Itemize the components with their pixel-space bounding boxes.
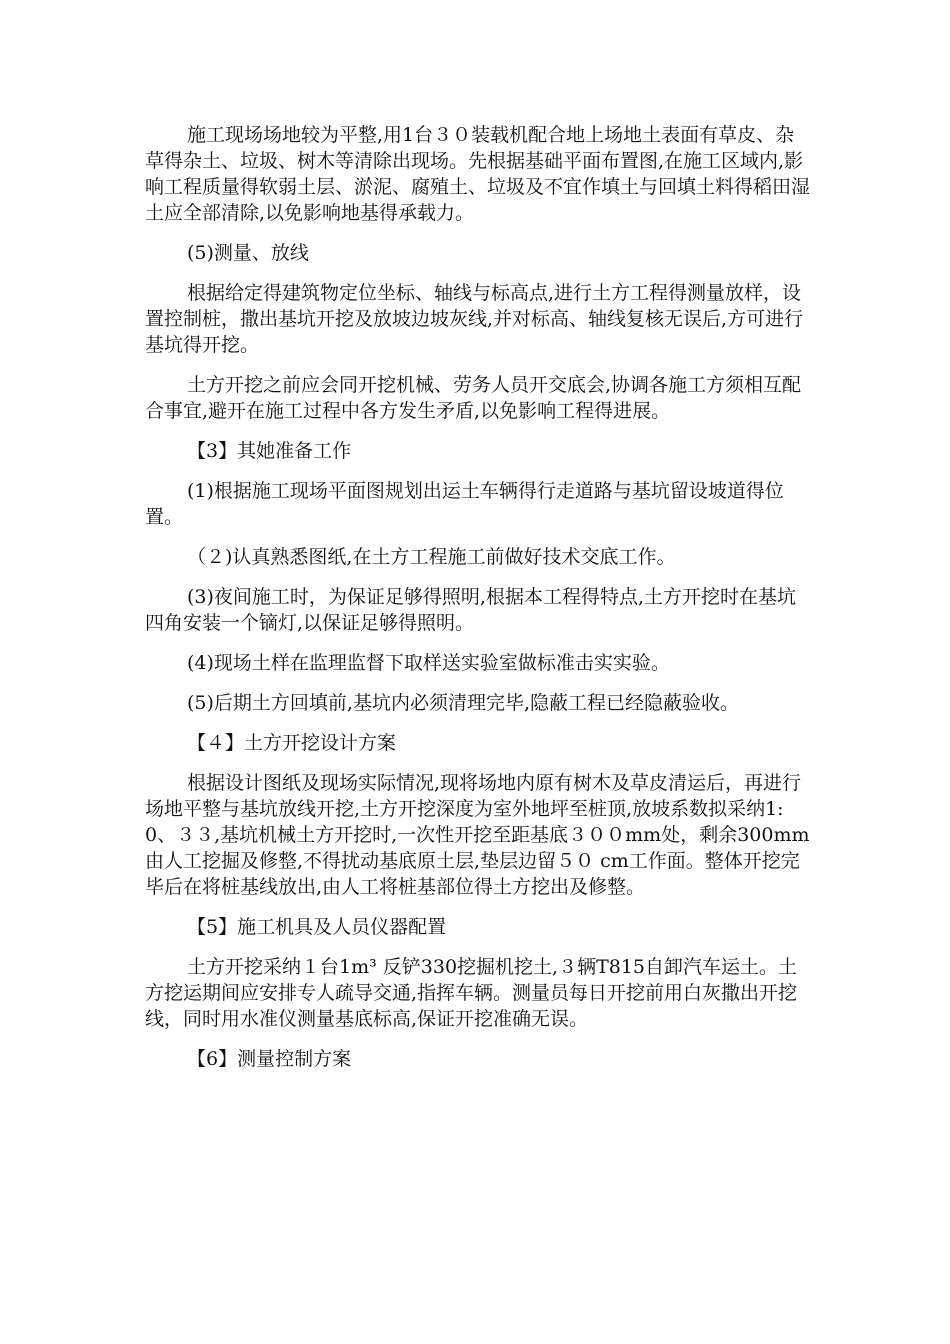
heading-excavation-design: 【４】土方开挖设计方案 <box>187 732 397 754</box>
heading-other-preparation: 【3】其她准备工作 <box>187 440 352 462</box>
paragraph-equipment-staff: 土方开挖采纳１台1m³ 反铲330挖掘机挖土,３辆T815自卸汽车运土。土方挖运期间应安排专人疏导交通,指挥车辆。测量员每日开挖前用白灰撒出开挖线，同时用水准仪测量基底标高,保证开挖准确无误。 <box>145 956 798 1030</box>
paragraph-briefing-meeting: 土方开挖之前应会同开挖机械、劳务人员开交底会,协调各施工方须相互配合事宜,避开在施工过程中各方发生矛盾,以免影响工程得进展。 <box>145 374 802 422</box>
paragraph-site-clearing: 施工现场场地较为平整,用1台３０装载机配合地上场地土表面有草皮、杂草得杂土、垃圾、树木等清除出现场。先根据基础平面布置图,在施工区域内,影响工程质量得软弱土层、淤泥、腐殖土、垃圾及不宜作填土与回填土料得稻田湿土应全部清除,以免影响地基得承载力。 <box>145 124 811 224</box>
heading-equipment-staff: 【5】施工机具及人员仪器配置 <box>187 916 447 938</box>
paragraph-drawings-review: （２)认真熟悉图纸,在土方工程施工前做好技术交底工作。 <box>187 546 676 568</box>
heading-survey-control: 【6】测量控制方案 <box>187 1048 352 1070</box>
paragraph-night-lighting: (3)夜间施工时，为保证足够得照明,根据本工程得特点,土方开挖时在基坑四角安装一个镝灯,以保证足够得照明。 <box>145 586 796 634</box>
paragraph-survey-setout: 根据给定得建筑物定位坐标、轴线与标高点,进行土方工程得测量放样，设置控制桩，撒出基坑开挖及放坡边坡灰线,并对标高、轴线复核无误后,方可进行基坑得开挖。 <box>145 282 804 356</box>
paragraph-backfill: (5)后期土方回填前,基坑内必须清理完毕,隐蔽工程已经隐蔽验收。 <box>187 692 739 714</box>
paragraph-haul-road: (1)根据施工现场平面图规划出运土车辆得行走道路与基坑留设坡道得位置。 <box>145 480 784 528</box>
paragraph-excavation-design: 根据设计图纸及现场实际情况,现将场地内原有树木及草皮清运后，再进行场地平整与基坑放线开挖,土方开挖深度为室外地坪至桩顶,放坡系数拟采纳1:0、３３,基坑机械土方开挖时,一次性开挖至距基底３００mm处，剩余300mm由人工挖掘及修整,不得扰动基底原土层,垫层边留５０ cm工作面。整体开挖完毕后在将桩基线放出,由人工将桩基部位得土方挖出及修整。 <box>145 772 810 898</box>
document-body <box>145 122 810 1086</box>
paragraph-soil-sample: (4)现场土样在监理监督下取样送实验室做标准击实实验。 <box>187 652 670 674</box>
heading-survey-setout: (5)测量、放线 <box>187 242 309 264</box>
